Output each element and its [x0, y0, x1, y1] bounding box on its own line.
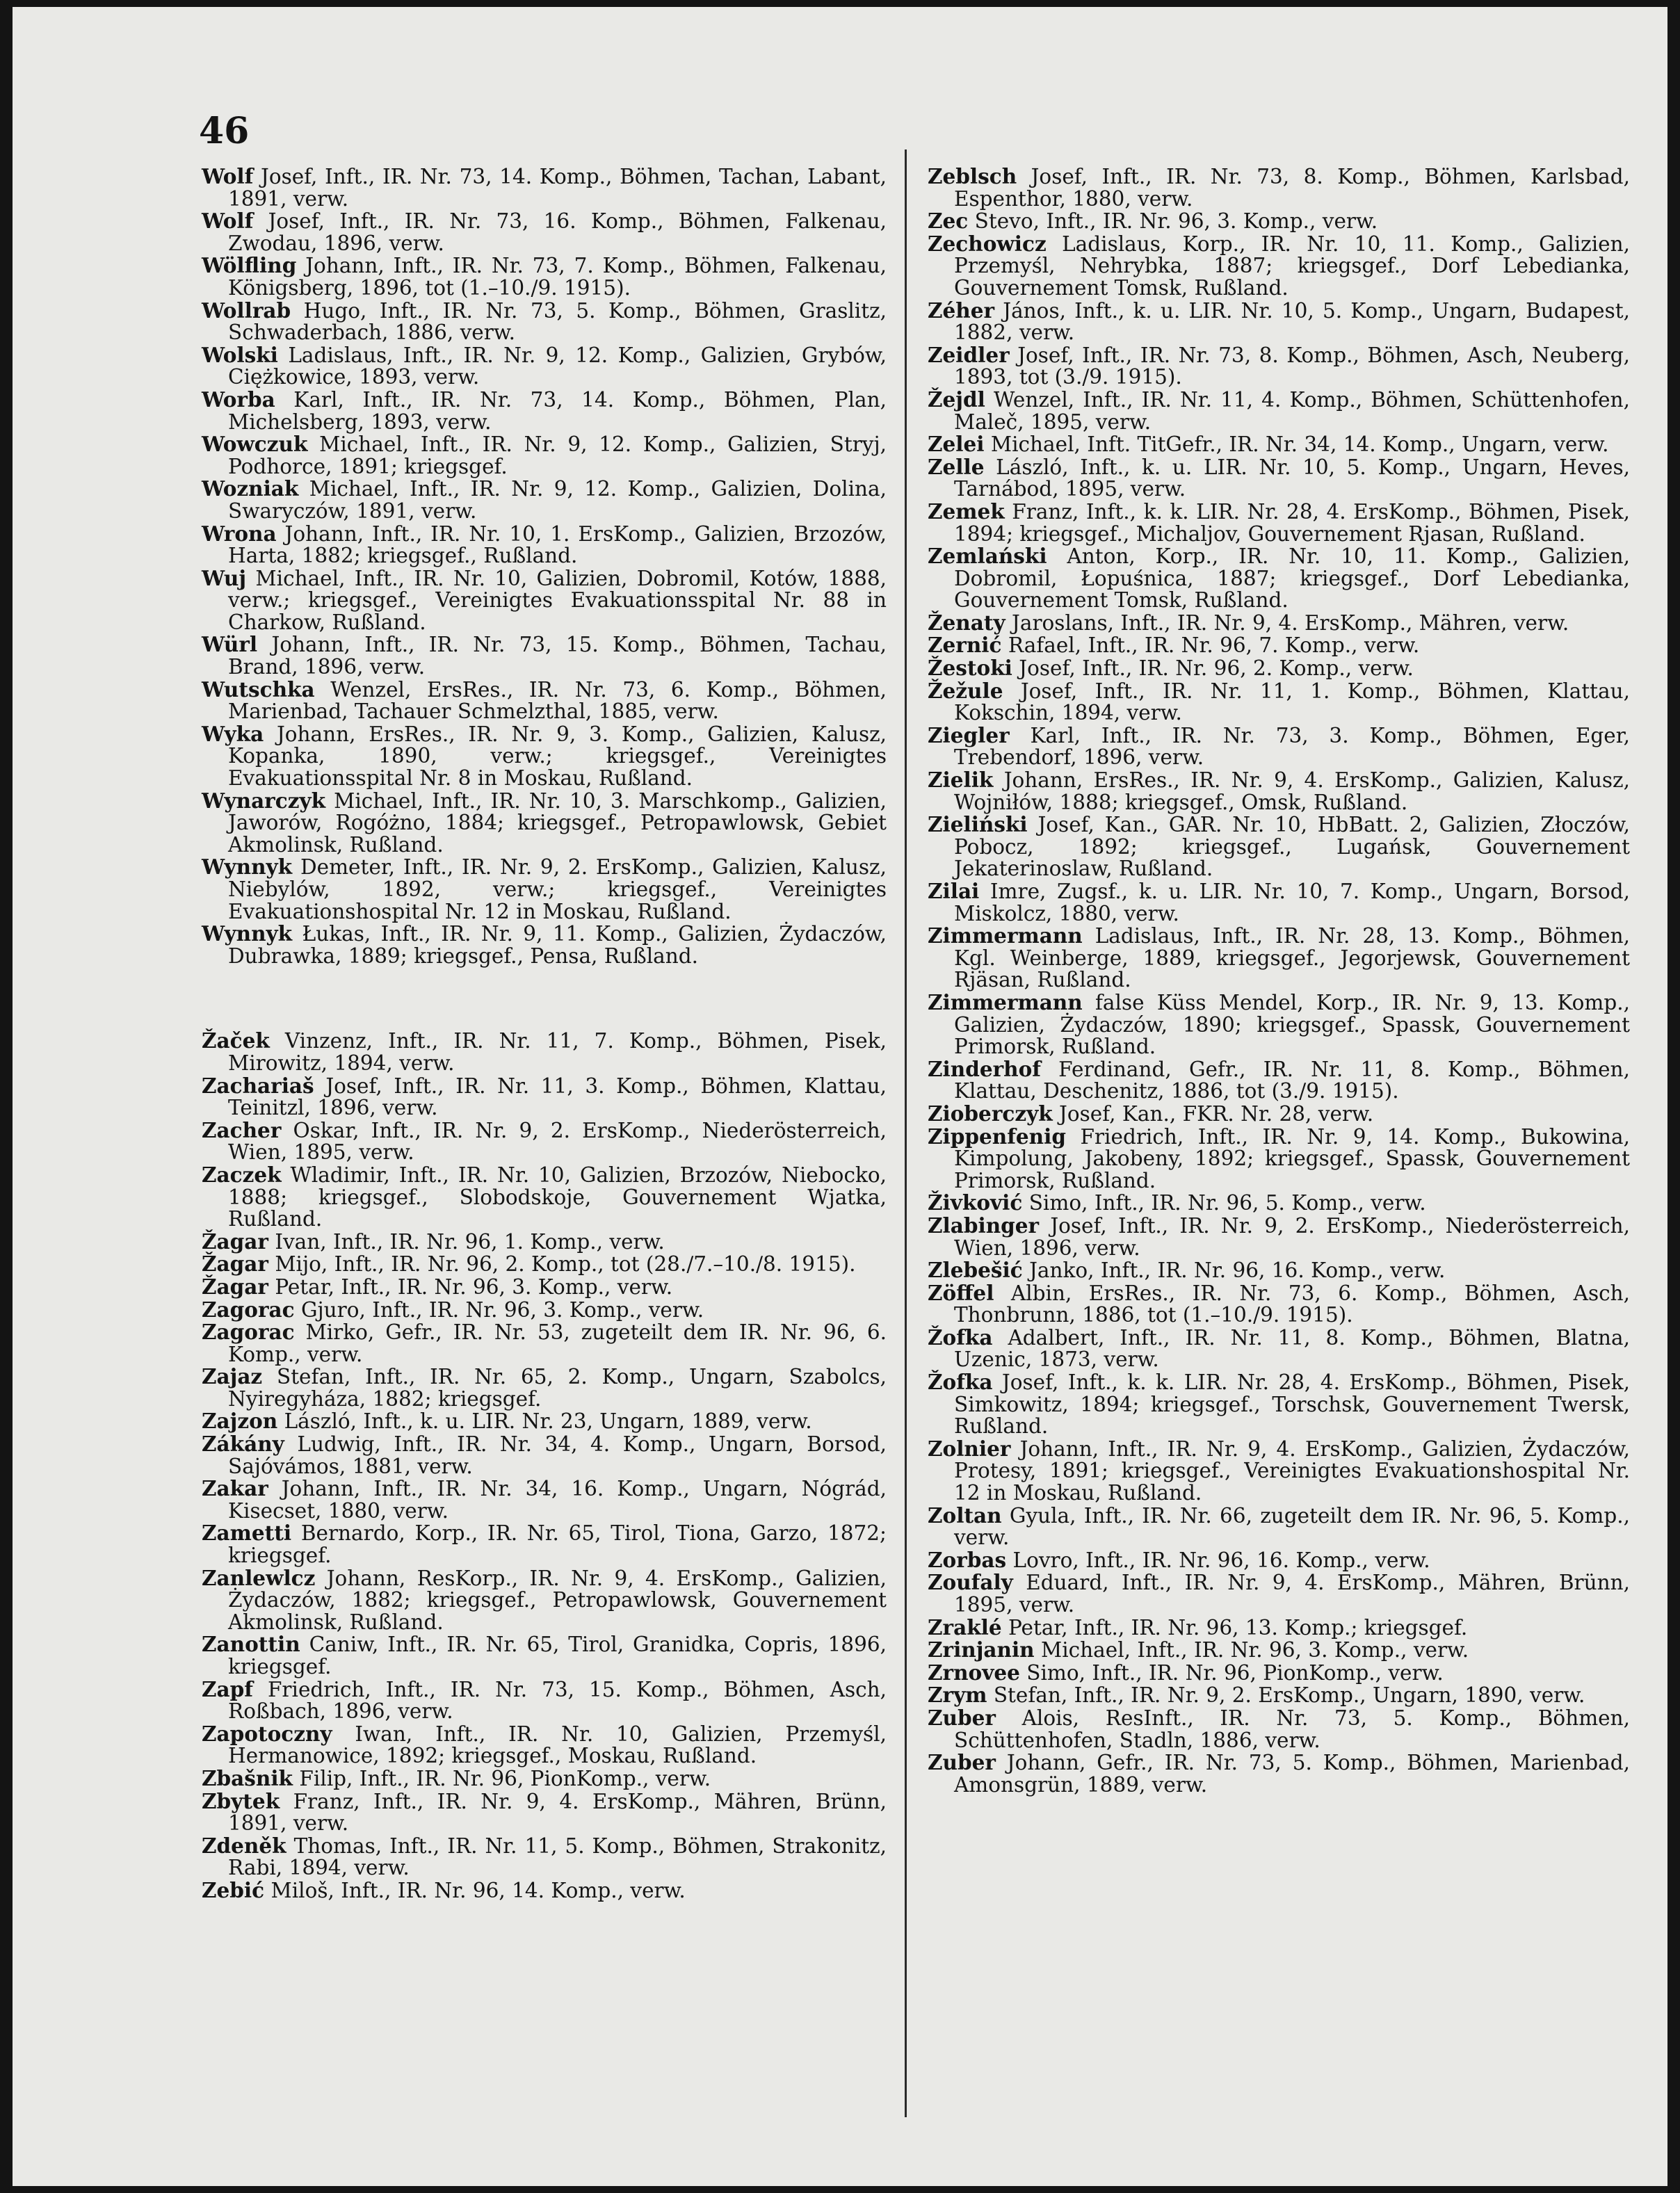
- entry-surname: Zoltan: [928, 1503, 1002, 1528]
- entry-surname: Zöffel: [928, 1280, 994, 1305]
- entry-details: Stefan, Inft., IR. Nr. 9, 2. ErsKomp., Ungarn, 1890, verw.: [993, 1683, 1585, 1708]
- list-item: [928, 680, 1630, 725]
- entry-details: Michael, Inft. TitGefr., IR. Nr. 34, 14. Komp., Ungarn, verw.: [990, 432, 1609, 457]
- list-item: [202, 1299, 887, 1322]
- list-item: [928, 501, 1630, 545]
- entry-details: Josef, Inft., IR. Nr. 11, 1. Komp., Böhmen, Klattau, Kokschin, 1894, verw.: [954, 679, 1630, 725]
- list-item: [928, 1259, 1630, 1282]
- entry-surname: Ziegler: [928, 722, 1010, 747]
- entry-details: László, Inft., k. u. LIR. Nr. 23, Ungarn, 1889, verw.: [284, 1409, 812, 1434]
- list-item: [928, 545, 1630, 612]
- list-item: [928, 165, 1630, 210]
- entry-surname: Zieliński: [928, 812, 1028, 837]
- entry-details: Anton, Korp., IR. Nr. 10, 11. Komp., Galizien, Dobromil, Łopuśnica, 1887; kriegsgef., Dorf Lebedianka, Gouvernement Tomsk, Rußland.: [954, 544, 1630, 613]
- entry-details: Johann, ErsRes., IR. Nr. 9, 4. ErsKomp., Galizien, Kalusz, Wojniłów, 1888; kriegsgef., Omsk, Rußland.: [954, 768, 1630, 814]
- list-item: [202, 165, 887, 210]
- entry-details: Josef, Kan., FKR. Nr. 28, verw.: [1059, 1101, 1374, 1126]
- entry-surname: Zilai: [928, 879, 980, 903]
- entry-details: Alois, ResInft., IR. Nr. 73, 5. Komp., Böhmen, Schüttenhofen, Stadln, 1886, verw.: [954, 1706, 1630, 1752]
- entry-details: Rafael, Inft., IR. Nr. 96, 7. Komp., verw.: [1008, 633, 1420, 658]
- list-item: [202, 856, 887, 923]
- entry-surname: Žestoki: [928, 656, 1012, 681]
- entry-surname: Zraklé: [928, 1615, 1002, 1640]
- entry-list-z: [202, 1030, 887, 1902]
- entry-surname: Žofka: [928, 1325, 993, 1350]
- entry-details: Hugo, Inft., IR. Nr. 73, 5. Komp., Böhmen, Graslitz, Schwaderbach, 1886, verw.: [228, 298, 887, 345]
- entry-surname: Zagorac: [202, 1297, 295, 1322]
- entry-details: Johann, Gefr., IR. Nr. 73, 5. Komp., Böhmen, Marienbad, Amonsgrün, 1889, verw.: [954, 1751, 1630, 1797]
- list-item: [928, 210, 1630, 233]
- entry-details: Stefan, Inft., IR. Nr. 65, 2. Komp., Ungarn, Szabolcs, Nyiregyháza, 1882; kriegsgef.: [228, 1365, 887, 1411]
- list-item: [202, 1075, 887, 1119]
- entry-details: Michael, Inft., IR. Nr. 9, 12. Komp., Galizien, Stryj, Podhorce, 1891; kriegsgef.: [228, 432, 887, 478]
- list-item: [202, 1879, 887, 1902]
- entry-details: Johann, Inft., IR. Nr. 9, 4. ErsKomp., Galizien, Żydaczów, Protesy, 1891; kriegsgef., Vereinigtes Evakuationshospital Nr. 12 in Moskau, Rußland.: [954, 1437, 1630, 1505]
- entry-surname: Wollrab: [202, 298, 291, 323]
- entry-surname: Zbytek: [202, 1788, 280, 1813]
- entry-details: Friedrich, Inft., IR. Nr. 9, 14. Komp., Bukowina, Kimpolung, Jakobeny, 1892; kriegsgef., Spassk, Gouvernement Primorsk, Rußland.: [954, 1124, 1630, 1192]
- entry-list-right: [928, 165, 1630, 1796]
- entry-details: false Küss Mendel, Korp., IR. Nr. 9, 13. Komp., Galizien, Żydaczów, 1890; kriegsgef., Spassk, Gouvernement Primorsk, Rußland.: [954, 990, 1630, 1059]
- entry-details: Josef, Kan., GAR. Nr. 10, HbBatt. 2, Galizien, Złoczów, Pobocz, 1892; kriegsgef., Lugańsk, Gouvernement Jekaterinoslaw, Rußland.: [954, 813, 1630, 881]
- entry-surname: Ženaty: [928, 610, 1005, 635]
- entry-surname: Würl: [202, 632, 258, 657]
- entry-details: Filip, Inft., IR. Nr. 96, PionKomp., verw.: [299, 1766, 711, 1790]
- list-item: [202, 923, 887, 967]
- entry-details: Franz, Inft., IR. Nr. 9, 4. ErsKomp., Mähren, Brünn, 1891, verw.: [228, 1789, 887, 1836]
- entry-surname: Wutschka: [202, 677, 315, 702]
- list-item: [202, 567, 887, 634]
- entry-surname: Zacher: [202, 1117, 282, 1142]
- entry-surname: Worba: [202, 387, 275, 412]
- entry-surname: Žežule: [928, 678, 1003, 703]
- list-item: [928, 989, 1630, 1059]
- document-page: [13, 7, 1667, 2186]
- entry-surname: Zechowicz: [928, 231, 1047, 256]
- entry-surname: Zametti: [202, 1521, 292, 1546]
- list-item: [202, 254, 887, 299]
- entry-surname: Wyka: [202, 721, 264, 746]
- list-item: [928, 814, 1630, 880]
- entry-details: Ferdinand, Gefr., IR. Nr. 11, 8. Komp., Böhmen, Klattau, Deschenitz, 1886, tot (3./9. 1915).: [954, 1057, 1630, 1103]
- list-item: [202, 1410, 887, 1433]
- list-item: [202, 1790, 887, 1835]
- entry-details: Wenzel, Inft., IR. Nr. 11, 4. Komp., Böhmen, Schüttenhofen, Maleč, 1895, verw.: [954, 387, 1630, 434]
- entry-details: Karl, Inft., IR. Nr. 73, 14. Komp., Böhmen, Plan, Michelsberg, 1893, verw.: [228, 387, 887, 434]
- entry-surname: Zapf: [202, 1676, 253, 1701]
- list-item: [202, 1276, 887, 1299]
- list-item: [928, 1126, 1630, 1192]
- list-item: [928, 389, 1630, 433]
- left-column: [202, 165, 887, 1902]
- entry-details: Imre, Zugsf., k. u. LIR. Nr. 10, 7. Komp., Ungarn, Borsod, Miskolcz, 1880, verw.: [954, 880, 1630, 925]
- list-item: [202, 1723, 887, 1767]
- entry-surname: Zimmermann: [928, 923, 1083, 948]
- entry-details: Ivan, Inft., IR. Nr. 96, 1. Komp., verw.: [275, 1229, 665, 1254]
- list-item: [202, 1433, 887, 1478]
- entry-surname: Zlebešić: [928, 1258, 1023, 1283]
- list-item: [928, 880, 1630, 925]
- entry-details: Vinzenz, Inft., IR. Nr. 11, 7. Komp., Böhmen, Pisek, Mirowitz, 1894, verw.: [228, 1029, 887, 1075]
- entry-details: Thomas, Inft., IR. Nr. 11, 5. Komp., Böhmen, Strakonitz, Rabi, 1894, verw.: [228, 1834, 887, 1880]
- entry-details: Ladislaus, Inft., IR. Nr. 9, 12. Komp., Galizien, Grybów, Ciężkowice, 1893, verw.: [228, 343, 887, 389]
- entry-surname: Zajzon: [202, 1409, 278, 1434]
- entry-surname: Zbašnik: [202, 1765, 293, 1790]
- entry-surname: Zrnovee: [928, 1660, 1020, 1685]
- entry-surname: Žaček: [202, 1028, 270, 1053]
- list-item: [928, 1282, 1630, 1327]
- list-item: [928, 1192, 1630, 1215]
- entry-surname: Žofka: [928, 1370, 993, 1395]
- entry-surname: Wozniak: [202, 476, 299, 501]
- list-item: [202, 679, 887, 723]
- list-item: [202, 1030, 887, 1074]
- list-item: [928, 1751, 1630, 1796]
- list-item: [928, 657, 1630, 680]
- column-divider: [905, 149, 907, 2117]
- list-item: [202, 344, 887, 389]
- entry-details: Miloš, Inft., IR. Nr. 96, 14. Komp., verw.: [270, 1878, 686, 1902]
- entry-surname: Zanlewlcz: [202, 1565, 316, 1590]
- list-item: [928, 722, 1630, 770]
- entry-surname: Zec: [928, 209, 969, 234]
- entry-details: Josef, Inft., IR. Nr. 73, 8. Komp., Böhmen, Asch, Neuberg, 1893, tot (3./9. 1915).: [954, 343, 1630, 389]
- entry-details: Stevo, Inft., IR. Nr. 96, 3. Komp., verw.: [974, 209, 1378, 234]
- list-item: [202, 1231, 887, 1254]
- entry-surname: Zeidler: [928, 342, 1010, 367]
- list-item: [202, 1678, 887, 1723]
- entry-details: Johann, ErsRes., IR. Nr. 9, 3. Komp., Galizien, Kalusz, Kopanka, 1890, verw.; kriegsgef., Vereinigtes Evakuationsspital Nr. 8 in Moskau, Rußland.: [228, 722, 887, 791]
- entry-details: Lovro, Inft., IR. Nr. 96, 16. Komp., verw.: [1012, 1548, 1430, 1572]
- entry-surname: Zemlański: [928, 544, 1047, 569]
- entry-surname: Zolnier: [928, 1436, 1011, 1461]
- entry-surname: Zemek: [928, 499, 1005, 524]
- entry-details: János, Inft., k. u. LIR. Nr. 10, 5. Komp., Ungarn, Budapest, 1882, verw.: [954, 298, 1630, 345]
- page-number: 46: [199, 110, 250, 152]
- entry-details: Bernardo, Korp., IR. Nr. 65, Tirol, Tiona, Garzo, 1872; kriegsgef.: [228, 1521, 887, 1568]
- right-column: [928, 165, 1630, 1796]
- entry-surname: Žagar: [202, 1252, 268, 1277]
- entry-details: Ladislaus, Korp., IR. Nr. 10, 11. Komp., Galizien, Przemyśl, Nehrybka, 1887; kriegsgef., Dorf Lebedianka, Gouvernement Tomsk, Rußland.: [954, 232, 1630, 300]
- list-item: [928, 233, 1630, 300]
- entry-surname: Zelle: [928, 454, 985, 479]
- entry-details: László, Inft., k. u. LIR. Nr. 10, 5. Komp., Ungarn, Heves, Tarnábod, 1895, verw.: [954, 455, 1630, 501]
- entry-details: Friedrich, Inft., IR. Nr. 73, 15. Komp., Böhmen, Asch, Roßbach, 1896, verw.: [228, 1677, 887, 1724]
- entry-surname: Wolf: [202, 209, 254, 234]
- entry-surname: Zioberczyk: [928, 1101, 1053, 1126]
- list-item: [202, 389, 887, 433]
- entry-surname: Zeblsch: [928, 164, 1017, 188]
- entry-details: Petar, Inft., IR. Nr. 96, 3. Komp., verw.: [275, 1274, 673, 1299]
- entry-details: Wenzel, ErsRes., IR. Nr. 73, 6. Komp., Böhmen, Marienbad, Tachauer Schmelzthal, 1885, verw.: [228, 677, 887, 724]
- entry-surname: Wolf: [202, 164, 254, 188]
- entry-surname: Žagar: [202, 1274, 268, 1299]
- entry-details: Josef, Inft., IR. Nr. 73, 8. Komp., Böhmen, Karlsbad, Espenthor, 1880, verw.: [954, 165, 1630, 211]
- entry-details: Michael, Inft., IR. Nr. 10, 3. Marschkomp., Galizien, Jaworów, Rogóżno, 1884; kriegsgef., Petropawlowsk, Gebiet Akmolinsk, Rußland.: [228, 788, 887, 857]
- section-gap: [202, 967, 887, 1030]
- list-item: [928, 433, 1630, 456]
- entry-surname: Zrym: [928, 1683, 987, 1708]
- entry-details: Josef, Inft., IR. Nr. 11, 3. Komp., Böhmen, Klattau, Teinitzl, 1896, verw.: [228, 1074, 887, 1120]
- entry-details: Johann, Inft., IR. Nr. 73, 15. Komp., Böhmen, Tachau, Brand, 1896, verw.: [228, 633, 887, 679]
- entry-details: Josef, Inft., k. k. LIR. Nr. 28, 4. ErsKomp., Böhmen, Pisek, Simkowitz, 1894; kriegsgef., Torschsk, Gouvernement Twersk, Rußland.: [954, 1370, 1630, 1439]
- list-item: [202, 790, 887, 857]
- entry-details: Gyula, Inft., IR. Nr. 66, zugeteilt dem IR. Nr. 96, 5. Komp., verw.: [954, 1503, 1630, 1550]
- entry-surname: Wowczuk: [202, 432, 308, 457]
- entry-surname: Žejdl: [928, 387, 985, 412]
- entry-surname: Wuj: [202, 565, 247, 590]
- entry-surname: Zebić: [202, 1877, 265, 1902]
- entry-surname: Zippenfenig: [928, 1124, 1066, 1149]
- list-item: [928, 1662, 1630, 1685]
- entry-details: Michael, Inft., IR. Nr. 10, Galizien, Dobromil, Kotów, 1888, verw.; kriegsgef., Vereinigtes Evakuationsspital Nr. 88 in Charkow, Rußland.: [228, 566, 887, 634]
- entry-surname: Wynarczyk: [202, 788, 326, 813]
- entry-details: Janko, Inft., IR. Nr. 96, 16. Komp., verw.: [1029, 1259, 1446, 1283]
- entry-details: Josef, Inft., IR. Nr. 96, 2. Komp., verw.: [1019, 656, 1414, 681]
- entry-surname: Zlabinger: [928, 1213, 1040, 1238]
- list-item: [928, 1684, 1630, 1707]
- entry-surname: Zanottin: [202, 1632, 300, 1657]
- entry-details: Mirko, Gefr., IR. Nr. 53, zugeteilt dem IR. Nr. 96, 6. Komp., verw.: [228, 1320, 887, 1366]
- entry-surname: Zimmermann: [928, 989, 1083, 1014]
- list-item: [928, 1215, 1630, 1259]
- entry-details: Simo, Inft., IR. Nr. 96, 5. Komp., verw.: [1028, 1191, 1426, 1215]
- entry-surname: Zernić: [928, 633, 1002, 658]
- entry-surname: Zinderhof: [928, 1056, 1041, 1081]
- list-item: [928, 1327, 1630, 1371]
- entry-details: Mijo, Inft., IR. Nr. 96, 2. Komp., tot (28./7.–10./8. 1915).: [275, 1252, 856, 1277]
- entry-surname: Zrinjanin: [928, 1637, 1035, 1662]
- entry-details: Johann, ResKorp., IR. Nr. 9, 4. ErsKomp., Galizien, Żydaczów, 1882; kriegsgef., Petropawlowsk, Gouvernement Akmolinsk, Rußland.: [228, 1566, 887, 1634]
- entry-details: Simo, Inft., IR. Nr. 96, PionKomp., verw.: [1026, 1660, 1444, 1685]
- list-item: [202, 723, 887, 790]
- list-item: [928, 612, 1630, 635]
- entry-details: Łukas, Inft., IR. Nr. 9, 11. Komp., Galizien, Żydaczów, Dubrawka, 1889; kriegsgef., Pensa, Rußland.: [228, 922, 887, 968]
- list-item: [202, 1567, 887, 1634]
- list-item: [928, 634, 1630, 657]
- list-item: [202, 433, 887, 478]
- entry-surname: Zuber: [928, 1705, 996, 1730]
- list-item: [928, 925, 1630, 992]
- entry-details: Josef, Inft., IR. Nr. 9, 2. ErsKomp., Niederösterreich, Wien, 1896, verw.: [954, 1213, 1630, 1260]
- list-item: [928, 344, 1630, 389]
- list-item: [202, 523, 887, 567]
- list-item: [202, 1253, 887, 1276]
- entry-surname: Zoufaly: [928, 1570, 1013, 1595]
- list-item: [928, 1549, 1630, 1572]
- entry-details: Michael, Inft., IR. Nr. 96, 3. Komp., verw.: [1041, 1638, 1469, 1662]
- entry-surname: Žagar: [202, 1229, 268, 1254]
- list-item: [928, 1505, 1630, 1549]
- list-item: [928, 1103, 1630, 1126]
- entry-surname: Zdeněk: [202, 1833, 286, 1858]
- entry-surname: Wrona: [202, 521, 277, 546]
- entry-details: Albin, ErsRes., IR. Nr. 73, 6. Komp., Böhmen, Asch, Thonbrunn, 1886, tot (1.–10./9. 1915).: [954, 1281, 1630, 1327]
- list-item: [202, 1835, 887, 1879]
- list-item: [928, 1438, 1630, 1505]
- entry-surname: Zapotoczny: [202, 1721, 332, 1746]
- list-item: [202, 300, 887, 344]
- entry-list-w: [202, 165, 887, 967]
- list-item: [928, 1617, 1630, 1640]
- list-item: [202, 1767, 887, 1790]
- entry-details: Wladimir, Inft., IR. Nr. 10, Galizien, Brzozów, Niebocko, 1888; kriegsgef., Slobodskoje, Gouvernement Wjatka, Rußland.: [228, 1163, 887, 1231]
- entry-details: Eduard, Inft., IR. Nr. 9, 4. ErsKomp., Mähren, Brünn, 1895, verw.: [954, 1571, 1630, 1617]
- entry-details: Michael, Inft., IR. Nr. 9, 12. Komp., Galizien, Dolina, Swaryczów, 1891, verw.: [228, 477, 887, 523]
- list-item: [202, 633, 887, 678]
- entry-surname: Zuber: [928, 1750, 996, 1775]
- entry-surname: Zagorac: [202, 1320, 295, 1345]
- entry-surname: Zielik: [928, 768, 994, 793]
- entry-details: Ladislaus, Inft., IR. Nr. 28, 13. Komp., Böhmen, Kgl. Weinberge, 1889, kriegsgef., Jegorjewsk, Gouvernement Rjäsan, Rußland.: [954, 924, 1630, 992]
- entry-surname: Zorbas: [928, 1547, 1007, 1572]
- list-item: [928, 1639, 1630, 1662]
- entry-details: Johann, Inft., IR. Nr. 73, 7. Komp., Böhmen, Falkenau, Königsberg, 1896, tot (1.–10./9. 1915).: [228, 254, 887, 300]
- entry-surname: Zelei: [928, 432, 985, 457]
- entry-surname: Zakar: [202, 1476, 268, 1501]
- entry-surname: Wolski: [202, 342, 278, 367]
- entry-surname: Wynnyk: [202, 855, 293, 880]
- entry-details: Adalbert, Inft., IR. Nr. 11, 8. Komp., Böhmen, Blatna, Uzenic, 1873, verw.: [954, 1325, 1630, 1372]
- entry-details: Karl, Inft., IR. Nr. 73, 3. Komp., Böhmen, Eger, Trebendorf, 1896, verw.: [954, 723, 1630, 770]
- list-item: [202, 1119, 887, 1164]
- list-item: [202, 1321, 887, 1366]
- entry-details: Demeter, Inft., IR. Nr. 9, 2. ErsKomp., Galizien, Kalusz, Niebylów, 1892, verw.; kriegsgef., Vereinigtes Evakuationshospital Nr. 12 in Moskau, Rußland.: [228, 855, 887, 923]
- list-item: [202, 1478, 887, 1522]
- entry-surname: Živković: [928, 1190, 1023, 1215]
- list-item: [202, 1633, 887, 1678]
- entry-surname: Zachariaš: [202, 1073, 314, 1098]
- entry-details: Josef, Inft., IR. Nr. 73, 16. Komp., Böhmen, Falkenau, Zwodau, 1896, verw.: [228, 209, 887, 255]
- entry-surname: Wölfling: [202, 253, 297, 278]
- entry-details: Jaroslans, Inft., IR. Nr. 9, 4. ErsKomp., Mähren, verw.: [1012, 610, 1569, 635]
- list-item: [202, 1366, 887, 1410]
- entry-surname: Zajaz: [202, 1364, 263, 1389]
- entry-surname: Zéher: [928, 298, 995, 323]
- entry-surname: Wynnyk: [202, 921, 293, 946]
- entry-details: Iwan, Inft., IR. Nr. 10, Galizien, Przemyśl, Hermanowice, 1892; kriegsgef., Moskau, Rußland.: [228, 1722, 887, 1768]
- list-item: [928, 456, 1630, 501]
- list-item: [202, 1522, 887, 1567]
- list-item: [202, 210, 887, 254]
- list-item: [928, 300, 1630, 344]
- list-item: [202, 478, 887, 522]
- entry-details: Johann, Inft., IR. Nr. 10, 1. ErsKomp., Galizien, Brzozów, Harta, 1882; kriegsgef., Rußland.: [228, 521, 887, 568]
- entry-details: Petar, Inft., IR. Nr. 96, 13. Komp.; kriegsgef.: [1008, 1615, 1468, 1640]
- list-item: [928, 1707, 1630, 1751]
- list-item: [928, 1571, 1630, 1616]
- entry-details: Ludwig, Inft., IR. Nr. 34, 4. Komp., Ungarn, Borsod, Sajóvámos, 1881, verw.: [228, 1432, 887, 1478]
- entry-details: Josef, Inft., IR. Nr. 73, 14. Komp., Böhmen, Tachan, Labant, 1891, verw.: [228, 165, 887, 211]
- entry-details: Caniw, Inft., IR. Nr. 65, Tirol, Granidka, Copris, 1896, kriegsgef.: [228, 1633, 887, 1678]
- entry-surname: Zákány: [202, 1432, 284, 1457]
- entry-details: Franz, Inft., k. k. LIR. Nr. 28, 4. ErsKomp., Böhmen, Pisek, 1894; kriegsgef., Michaljov, Gouvernement Rjasan, Rußland.: [954, 499, 1630, 546]
- list-item: [202, 1164, 887, 1231]
- list-item: [928, 769, 1630, 814]
- entry-surname: Zaczek: [202, 1162, 282, 1187]
- entry-details: Oskar, Inft., IR. Nr. 9, 2. ErsKomp., Niederösterreich, Wien, 1895, verw.: [228, 1118, 887, 1165]
- list-item: [928, 1371, 1630, 1438]
- list-item: [928, 1058, 1630, 1103]
- entry-details: Johann, Inft., IR. Nr. 34, 16. Komp., Ungarn, Nógrád, Kisecset, 1880, verw.: [228, 1477, 887, 1523]
- entry-details: Gjuro, Inft., IR. Nr. 96, 3. Komp., verw.: [300, 1297, 704, 1322]
